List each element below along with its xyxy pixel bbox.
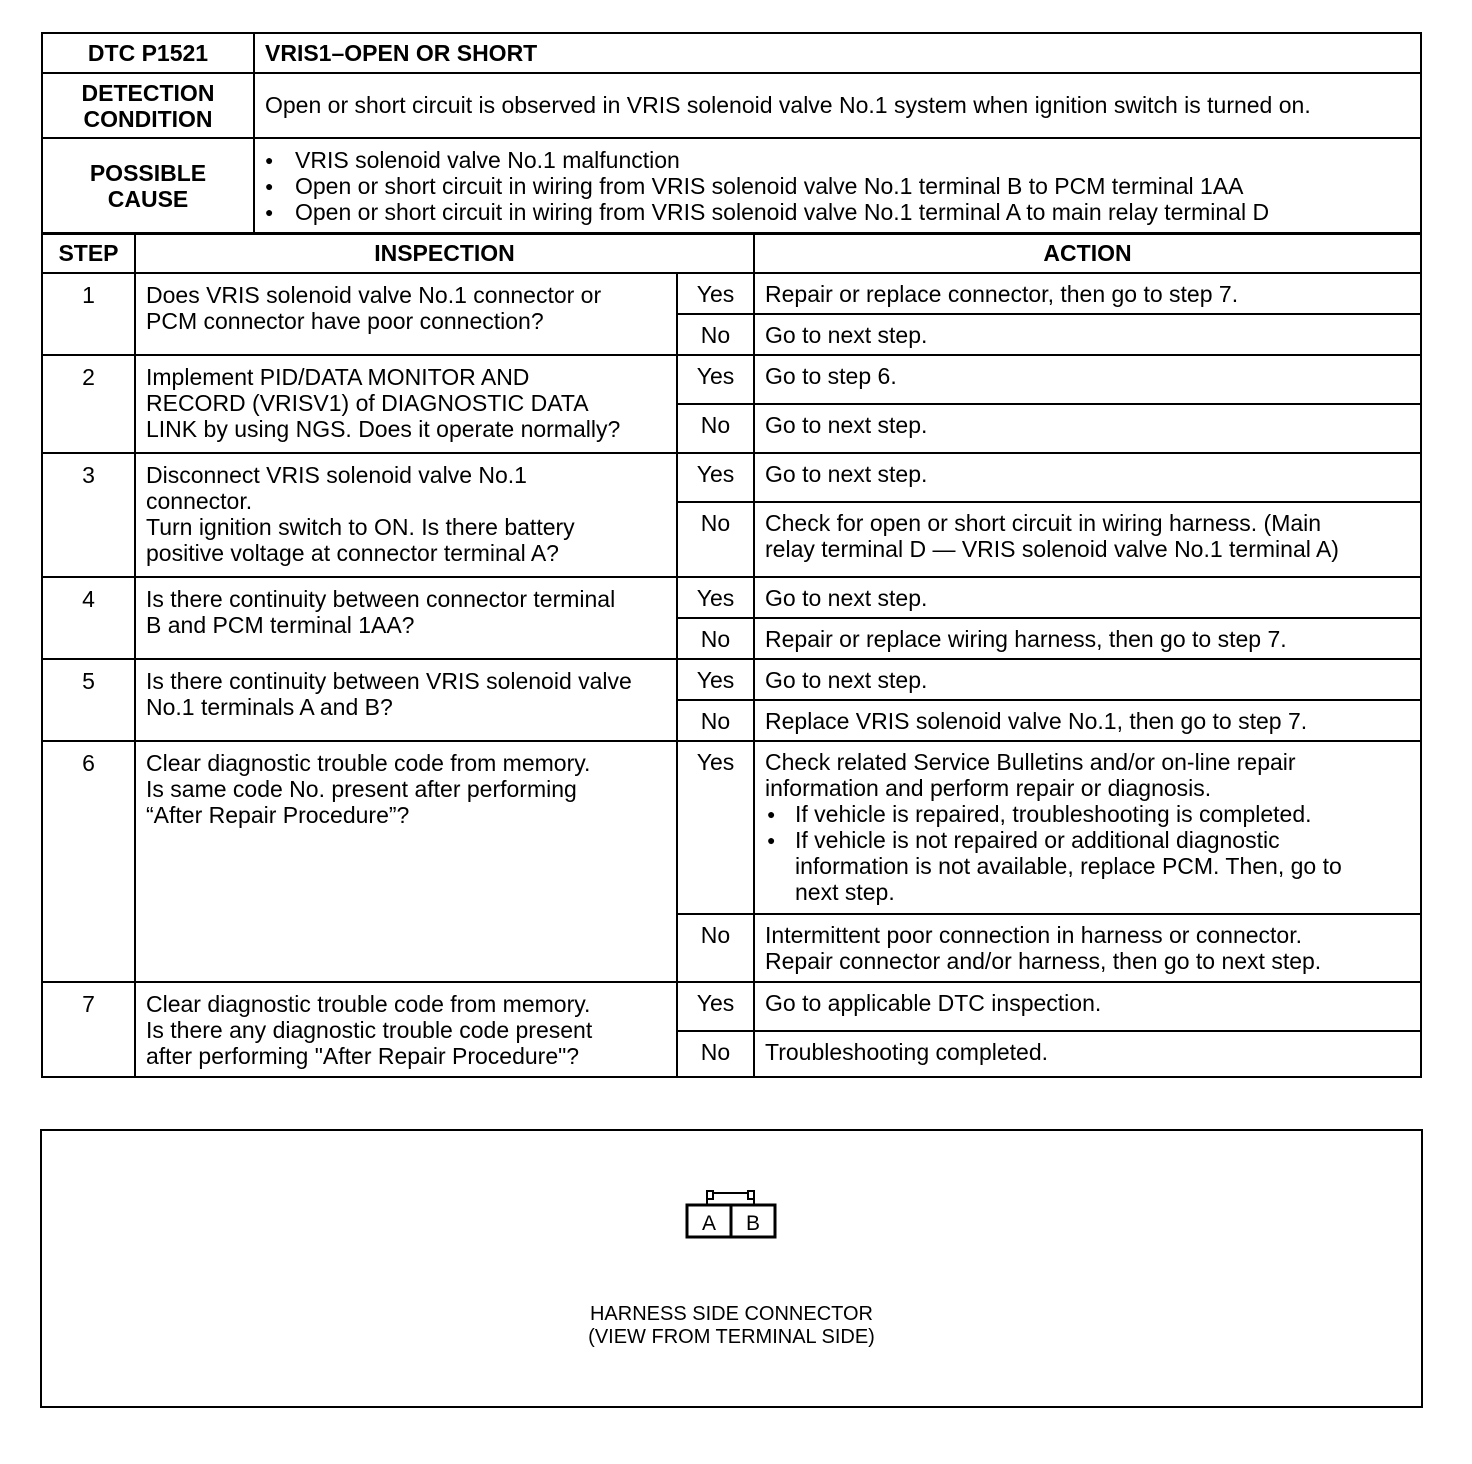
step-number: 2 [42,355,135,453]
inspection-line: Implement PID/DATA MONITOR AND [146,364,530,390]
terminal-a-label: A [701,1212,717,1235]
possible-cause-item: ● Open or short circuit in wiring from VRIS solenoid valve No.1 terminal B to PCM terminal 1AA [265,173,1420,199]
inspection-line: Is same code No. present after performing [146,776,577,802]
action-column-header: ACTION [754,233,1421,273]
action-bullet [765,827,1412,905]
step-row [42,982,1421,1031]
step-number: 4 [42,577,135,659]
step-number: 5 [42,659,135,741]
inspection-line: PCM connector have poor connection? [146,308,544,334]
inspection-line: No.1 terminals A and B? [146,694,393,720]
action-bullet-list [765,801,1412,905]
inspection-line: after performing "After Repair Procedure"? [146,1043,580,1069]
connector-pin-tab [707,1191,713,1199]
no-label: No [677,914,754,982]
action-bullet-line: ● If vehicle is repaired, troubleshooting is completed. [795,801,1312,827]
dtc-header-table [41,32,1422,235]
no-action [754,914,1421,982]
inspection-line: connector. [146,488,253,514]
action-line: Check related Service Bulletins and/or on-line repair [765,749,1296,775]
step-inspection [135,741,677,982]
detection-condition-label-text: DETECTION CONDITION [81,79,215,132]
yes-action: Go to step 6. [754,355,1421,404]
yes-action: Go to applicable DTC inspection. [754,982,1421,1031]
possible-cause-cell [254,138,1421,234]
possible-cause-list [255,147,1420,225]
no-action: Go to next step. [754,404,1421,453]
possible-cause-label-text: POSSIBLE CAUSE [89,160,207,212]
yes-action [754,741,1421,914]
connector-caption-line2: (VIEW FROM TERMINAL SIDE) [588,1326,875,1348]
yes-label: Yes [677,741,754,914]
connector-latch [707,1193,754,1205]
yes-label: Yes [677,273,754,314]
no-action: Go to next step. [754,314,1421,355]
step-number: 1 [42,273,135,355]
harness-connector-diagram [685,1189,779,1241]
inspection-line: Is there continuity between connector terminal [146,586,616,612]
no-action: Repair or replace wiring harness, then go to step 7. [754,618,1421,659]
step-row [42,659,1421,700]
connector-diagram-box [40,1129,1423,1408]
yes-action: Go to next step. [754,577,1421,618]
yes-action: Repair or replace connector, then go to step 7. [754,273,1421,314]
step-inspection [135,355,677,453]
connector-pin-tab [748,1191,754,1199]
step-inspection [135,577,677,659]
inspection-column-header: INSPECTION [135,233,754,273]
step-inspection [135,273,677,355]
connector-caption-line1: HARNESS SIDE CONNECTOR [589,1303,873,1325]
inspection-line: Clear diagnostic trouble code from memory. [146,750,591,776]
step-inspection [135,453,677,577]
inspection-line: Turn ignition switch to ON. Is there battery [146,514,575,540]
connector-caption [42,1303,1421,1349]
inspection-line: Clear diagnostic trouble code from memory. [146,991,591,1017]
action-bullet-line: ● If vehicle is not repaired or additional diagnostic [795,827,1280,853]
yes-action: Go to next step. [754,659,1421,700]
step-row [42,453,1421,502]
detection-condition-label [42,73,254,138]
possible-cause-item: ● Open or short circuit in wiring from VRIS solenoid valve No.1 terminal A to main relay terminal D [265,199,1420,225]
inspection-steps-table [41,232,1422,1078]
action-bullet-line: next step. [795,879,895,905]
inspection-line: Disconnect VRIS solenoid valve No.1 [146,462,527,488]
yes-label: Yes [677,659,754,700]
detection-condition-text: Open or short circuit is observed in VRIS solenoid valve No.1 system when ignition switch is turned on. [254,73,1421,138]
inspection-line: B and PCM terminal 1AA? [146,612,415,638]
step-row [42,577,1421,618]
step-inspection [135,659,677,741]
step-column-header: STEP [42,233,135,273]
yes-label: Yes [677,355,754,404]
inspection-line: Does VRIS solenoid valve No.1 connector or [146,282,602,308]
step-row [42,273,1421,314]
action-bullet-line: information is not available, replace PCM. Then, go to [795,853,1342,879]
step-row [42,355,1421,404]
step-number: 6 [42,741,135,982]
yes-label: Yes [677,577,754,618]
step-inspection [135,982,677,1077]
action-line: Check for open or short circuit in wiring harness. (Main [765,510,1322,536]
action-bullet [765,801,1412,827]
possible-cause-item: ● VRIS solenoid valve No.1 malfunction [265,147,1420,173]
inspection-line: LINK by using NGS. Does it operate normally? [146,416,621,442]
action-line: Intermittent poor connection in harness or connector. [765,922,1302,948]
action-line: Repair connector and/or harness, then go to next step. [765,948,1322,974]
yes-label: Yes [677,453,754,502]
dtc-code: DTC P1521 [42,33,254,73]
steps-header-row [42,233,1421,273]
terminal-b-label: B [745,1212,761,1235]
no-action [754,502,1421,577]
step-number: 7 [42,982,135,1077]
inspection-line: Is there continuity between VRIS solenoid valve [146,668,632,694]
inspection-line: positive voltage at connector terminal A? [146,540,559,566]
action-line: information and perform repair or diagnosis. [765,775,1212,801]
no-label: No [677,314,754,355]
no-label: No [677,700,754,741]
inspection-line: RECORD (VRISV1) of DIAGNOSTIC DATA [146,390,589,416]
no-label: No [677,1031,754,1077]
step-number: 3 [42,453,135,577]
no-label: No [677,404,754,453]
no-action: Troubleshooting completed. [754,1031,1421,1077]
inspection-line: Is there any diagnostic trouble code present [146,1017,593,1043]
no-label: No [677,502,754,577]
no-action: Replace VRIS solenoid valve No.1, then go to step 7. [754,700,1421,741]
inspection-line: “After Repair Procedure”? [146,802,410,828]
possible-cause-label [42,138,254,234]
yes-action: Go to next step. [754,453,1421,502]
no-label: No [677,618,754,659]
action-line: relay terminal D — VRIS solenoid valve No.1 terminal A) [765,536,1339,562]
step-row [42,741,1421,914]
yes-label: Yes [677,982,754,1031]
dtc-title: VRIS1–OPEN OR SHORT [254,33,1421,73]
